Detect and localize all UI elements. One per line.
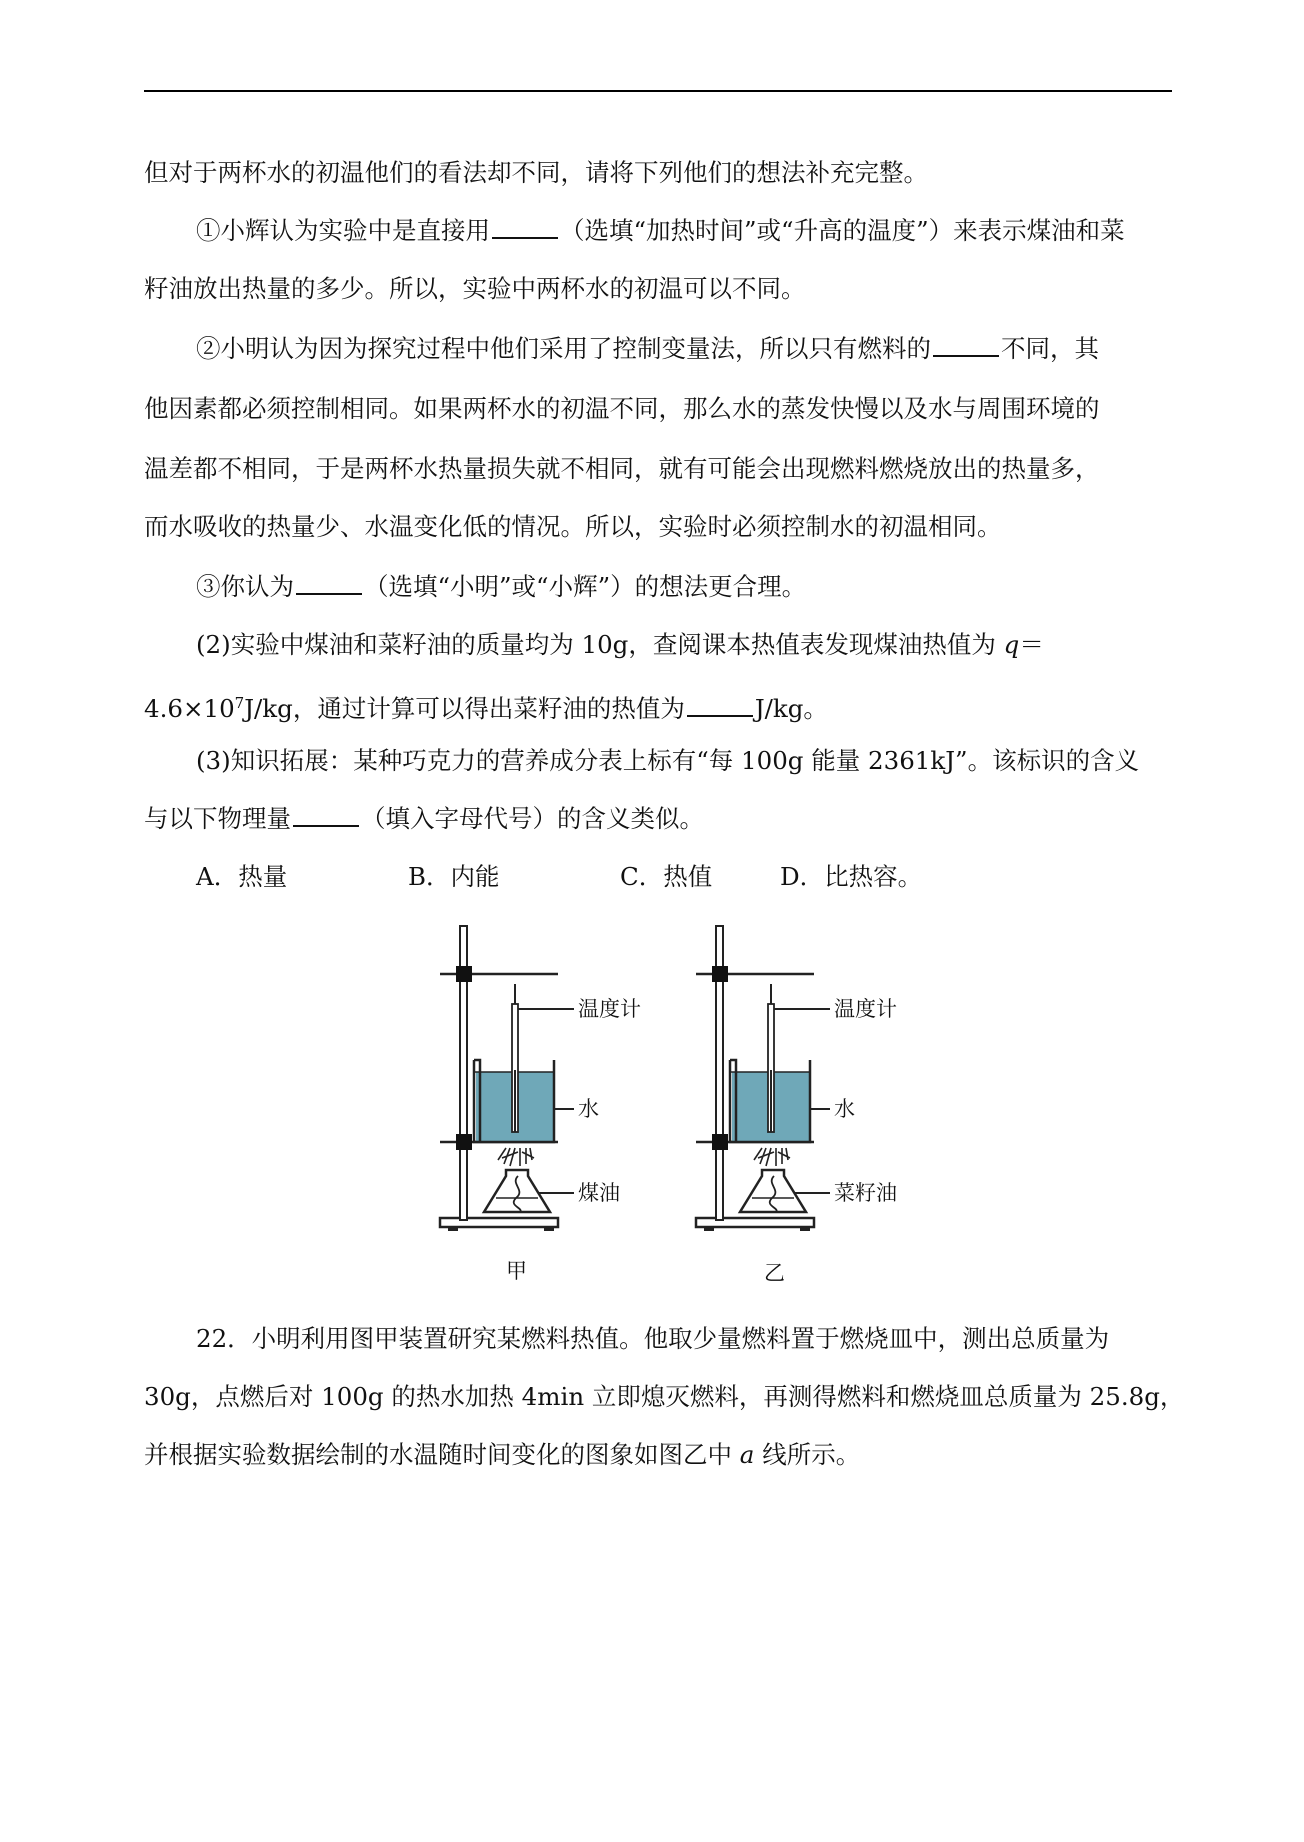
- experiment-figure: [430, 920, 950, 1290]
- question-3-line-2: 与以下物理量 （填入字母代号）的含义类似。: [144, 790, 1174, 848]
- answer-blank-4[interactable]: [687, 687, 753, 717]
- left-water-label: 水: [578, 1097, 599, 1121]
- answer-blank-3[interactable]: [296, 565, 362, 595]
- left-fuel-label: 煤油: [578, 1181, 620, 1205]
- left-caption: 甲: [506, 1259, 527, 1283]
- answer-blank-5[interactable]: [293, 797, 359, 827]
- paragraph-intro: 但对于两杯水的初温他们的看法却不同，请将下列他们的想法补充完整。: [144, 158, 928, 187]
- paragraph-2-line-4: 而水吸收的热量少、水温变化低的情况。所以，实验时必须控制水的初温相同。: [144, 512, 1002, 541]
- right-fuel-label: 菜籽油: [834, 1181, 897, 1205]
- header-rule: [144, 90, 1172, 92]
- option-c[interactable]: C．热值: [620, 862, 713, 891]
- apparatus-left: [440, 926, 574, 1231]
- question-2-line-1: (2)实验中煤油和菜籽油的质量均为 10g，查阅课本热值表发现煤油热值为 q＝: [196, 630, 1044, 659]
- option-d[interactable]: D．比热容。: [780, 862, 923, 891]
- paragraph-2-line-3: 温差都不相同，于是两杯水热量损失就不相同，就有可能会出现燃料燃烧放出的热量多，: [144, 454, 1100, 483]
- question-22-line-3: 并根据实验数据绘制的水温随时间变化的图象如图乙中 a 线所示。: [144, 1440, 861, 1469]
- answer-blank-2[interactable]: [933, 327, 999, 357]
- question-22-line-1: 22．小明利用图甲装置研究某燃料热值。他取少量燃料置于燃烧皿中，测出总质量为: [196, 1324, 1110, 1353]
- apparatus-right: [696, 926, 830, 1231]
- right-thermometer-label: 温度计: [834, 997, 897, 1021]
- right-water-label: 水: [834, 1097, 855, 1121]
- paragraph-3: ③你认为 （选填“小明”或“小辉”）的想法更合理。: [196, 558, 1174, 616]
- option-a[interactable]: A．热量: [196, 862, 288, 891]
- paragraph-1-line-1: ①小辉认为实验中是直接用 （选填“加热时间”或“升高的温度”）来表示煤油和菜: [196, 202, 1174, 260]
- answer-blank-1[interactable]: [492, 209, 558, 239]
- question-22-line-2: 30g，点燃后对 100g 的热水加热 4min 立即熄灭燃料，再测得燃料和燃烧皿总质量为 25.8g，: [144, 1382, 1185, 1411]
- right-caption: 乙: [764, 1261, 785, 1285]
- options-row: [196, 848, 1174, 906]
- paragraph-2-line-1: ②小明认为因为探究过程中他们采用了控制变量法，所以只有燃料的 不同，其: [196, 320, 1174, 378]
- paragraph-2-line-2: 他因素都必须控制相同。如果两杯水的初温不同，那么水的蒸发快慢以及水与周围环境的: [144, 394, 1100, 423]
- paragraph-1-line-2: 籽油放出热量的多少。所以，实验中两杯水的初温可以不同。: [144, 274, 806, 303]
- question-3-line-1: (3)知识拓展：某种巧克力的营养成分表上标有“每 100g 能量 2361kJ”。该标识的含义: [196, 746, 1140, 775]
- left-thermometer-label: 温度计: [578, 997, 641, 1021]
- question-2-line-2: $4.6\times 10^7J/kg$，通过计算可以得出菜籽油的热值为 J/kg。: [144, 674, 1174, 738]
- option-b[interactable]: B．内能: [408, 862, 500, 891]
